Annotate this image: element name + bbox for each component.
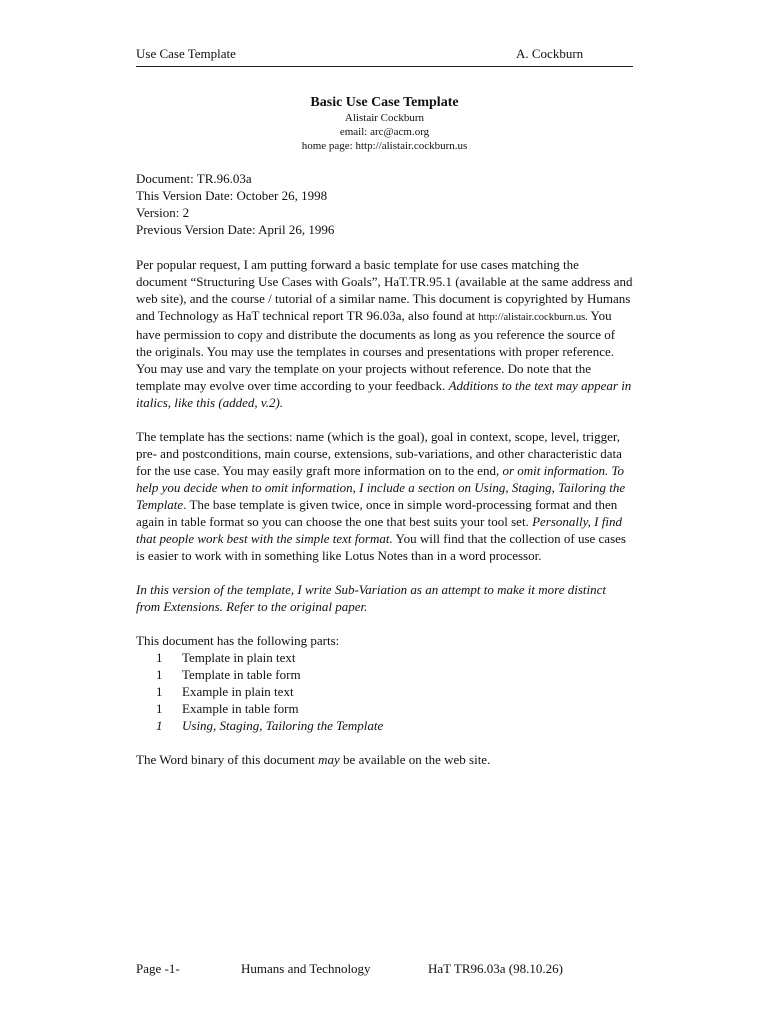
header-author: A. Cockburn xyxy=(516,46,584,61)
footer-organization: Humans and Technology xyxy=(241,961,371,976)
document-title: Basic Use Case Template xyxy=(310,95,459,110)
list-item: 1 Template in plain text xyxy=(156,650,296,665)
parts-list xyxy=(136,649,633,734)
version-note-paragraph: In this version of the template, I write Sub-Variation as an attempt to make it more distinct from Extensions. Refer to the original paper. xyxy=(136,582,606,614)
list-item: 1 Template in table form xyxy=(156,667,301,682)
version-number: Version: 2 xyxy=(136,205,190,220)
version-date: This Version Date: October 26, 1998 xyxy=(136,188,328,203)
previous-version-date: Previous Version Date: April 26, 1996 xyxy=(136,222,335,237)
list-item: 1 Example in table form xyxy=(156,701,299,716)
sections-paragraph: The template has the sections: name (which is the goal), goal in context, scope, level, trigger, pre- and postconditions, main course, extensions, sub-variations, and other characteristic data for the use case. You may easily graft more information on to the end, or omit information. To help you decide when to omit information, I include a section on Using, Staging, Tailoring the Template. The base template is given twice, once in simple word-processing format and then again in table format so you can choose the one that best suits your tool set. Personally, I find that people work best with the simple text format. You will find that the collection of use cases is easier to work with in something like Lotus Notes than in a word processor. xyxy=(136,429,626,563)
site-url: http://alistair.cockburn.us. xyxy=(478,312,588,323)
list-item: 1 Example in plain text xyxy=(156,684,294,699)
closing-paragraph: The Word binary of this document may be available on the web site. xyxy=(136,752,491,767)
doc-number: Document: TR.96.03a xyxy=(136,171,252,186)
parts-intro: This document has the following parts: xyxy=(136,633,340,648)
page-footer xyxy=(136,961,633,979)
title-block xyxy=(136,94,633,153)
header-title: Use Case Template xyxy=(136,46,236,61)
author-homepage: home page: http://alistair.cockburn.us xyxy=(301,140,468,152)
document-body xyxy=(136,170,633,768)
author-name: Alistair Cockburn xyxy=(344,112,425,124)
list-item: 1 Using, Staging, Tailoring the Template xyxy=(156,718,384,733)
intro-paragraph: Per popular request, I am putting forward a basic template for use cases matching the document “Structuring Use Cases with Goals”, HaT.TR.95.1 (available at the same address and web site), and the course / tutorial of a similar name. This document is copyrighted by Humans and Technology as HaT technical report TR 96.03a, also found at http://alistair.cockburn.us. You have permission to copy and distribute the documents as long as you reference the source of the originals. You may use the templates in courses and presentations with proper reference. You may use and vary the template on your projects without reference. Do note that the template may evolve over time according to your feedback. Additions to the text may appear in italics, like this (added, v.2). xyxy=(136,257,633,410)
document-metadata xyxy=(136,170,633,238)
footer-reference: HaT TR96.03a (98.10.26) xyxy=(428,961,563,976)
author-email: email: arc@acm.org xyxy=(339,126,430,138)
page-number: Page -1- xyxy=(136,961,180,976)
page-header xyxy=(136,46,633,67)
